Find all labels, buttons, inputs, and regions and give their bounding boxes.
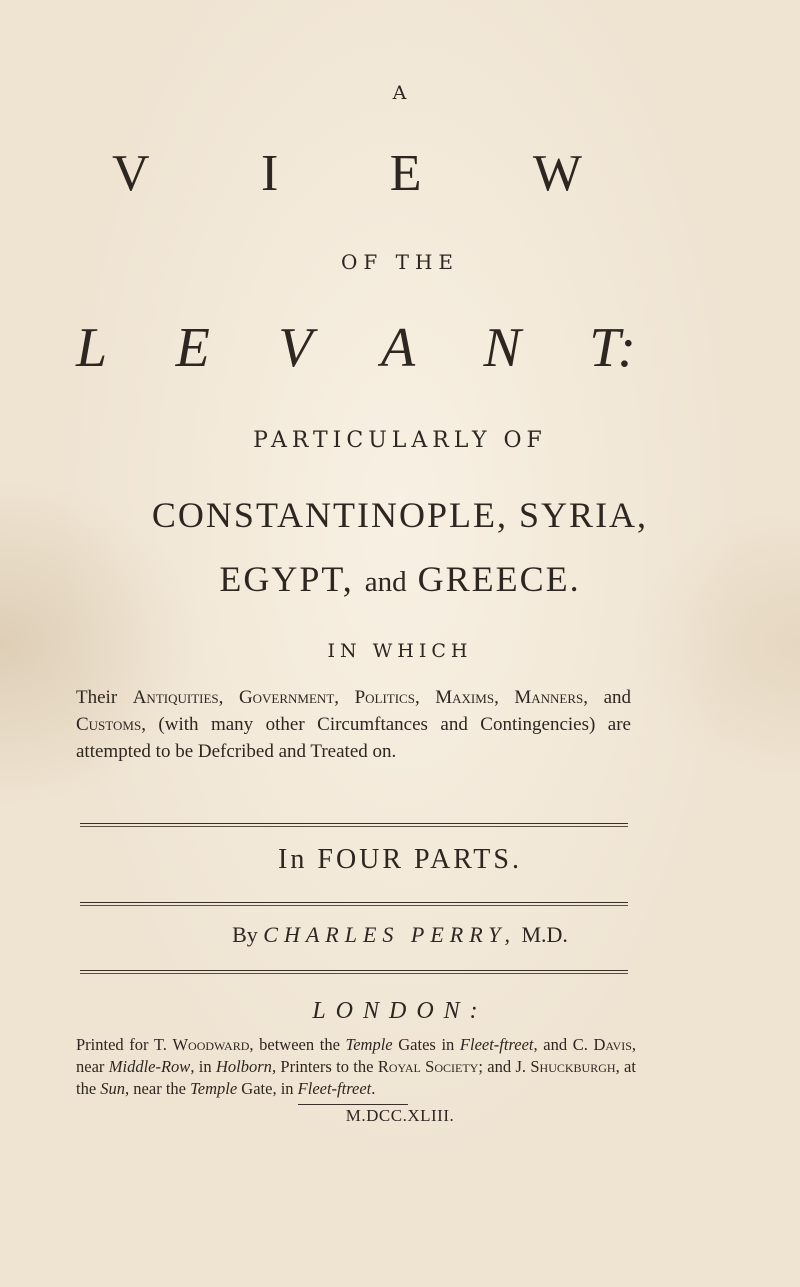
view-letter: V — [112, 145, 150, 202]
of-the: OF THE — [340, 250, 459, 274]
desc-text: , (with many other Circumftances and Contingencies) are attempted to be Defcribed and Treated on. — [76, 714, 631, 762]
view-letter: E — [389, 145, 422, 202]
desc-smallcaps: Antiquities — [132, 687, 219, 708]
imprint-text: ; and J. — [478, 1057, 531, 1076]
imprint-text: , near the — [125, 1079, 191, 1098]
imprint-paragraph — [76, 1034, 636, 1100]
imprint-text: , and C. — [533, 1035, 594, 1054]
desc-text: , — [218, 687, 239, 708]
desc-text: , — [334, 687, 355, 708]
places-line-1: CONSTANTINOPLE, SYRIA, — [151, 495, 649, 535]
levant-letter: A — [380, 317, 416, 379]
place-greece: GREECE. — [417, 559, 581, 599]
desc-smallcaps: Government — [238, 687, 335, 708]
levant-letter: E — [175, 317, 210, 379]
imprint-text: , in — [190, 1057, 217, 1076]
desc-text: , — [494, 687, 515, 708]
in-which: IN WHICH — [327, 640, 473, 662]
author-name: CHARLES PERRY, — [263, 922, 516, 947]
author-degree: M.D. — [521, 922, 568, 947]
desc-text: , — [414, 687, 436, 708]
particularly-of: PARTICULARLY OF — [253, 428, 547, 453]
imprint-italic: Fleet-ftreet — [459, 1035, 534, 1054]
imprint-place: LONDON: — [312, 998, 488, 1024]
publication-date: M.DCC.XLIII. — [345, 1106, 455, 1125]
imprint-smallcaps: Davis — [593, 1035, 632, 1054]
description-paragraph — [76, 684, 631, 765]
places-line-2 — [0, 558, 800, 600]
imprint-italic: Sun — [100, 1079, 126, 1098]
imprint-italic: Temple — [345, 1035, 393, 1054]
imprint-smallcaps: Woodward — [172, 1035, 250, 1054]
author-line — [0, 922, 800, 948]
title-levant — [76, 316, 636, 380]
desc-text: , and — [583, 687, 631, 708]
author-by: By — [232, 922, 258, 947]
desc-text: Their — [76, 687, 133, 708]
desc-smallcaps: Politics — [354, 687, 415, 708]
imprint-text: . — [371, 1079, 376, 1098]
imprint-text: Gate, in — [237, 1079, 298, 1098]
imprint-italic: Middle-Row — [108, 1057, 191, 1076]
levant-letter: N — [483, 317, 521, 379]
levant-letter: V — [278, 317, 313, 379]
imprint-smallcaps: Royal Society — [377, 1057, 479, 1076]
levant-letter: T: — [589, 317, 636, 379]
title-view — [112, 144, 582, 203]
double-rule — [80, 823, 628, 824]
imprint-text: , near — [76, 1035, 636, 1076]
date-rule — [298, 1104, 408, 1105]
four-parts: In FOUR PARTS. — [278, 844, 522, 875]
desc-smallcaps: Manners — [514, 687, 584, 708]
imprint-text: , between the — [249, 1035, 346, 1054]
imprint-smallcaps: Shuckburgh — [530, 1057, 616, 1076]
imprint-text: , Printers to the — [271, 1057, 378, 1076]
double-rule — [80, 902, 628, 903]
imprint-text: Gates in — [392, 1035, 460, 1054]
imprint-text: Printed for T. — [76, 1035, 173, 1054]
place-egypt: EGYPT, — [219, 559, 354, 599]
levant-letter: L — [76, 317, 108, 379]
imprint-italic: Fleet-ftreet — [297, 1079, 372, 1098]
view-letter: I — [260, 145, 279, 202]
imprint-text: , at the — [76, 1057, 636, 1098]
desc-smallcaps: Customs — [76, 714, 142, 735]
imprint-italic: Temple — [190, 1079, 238, 1098]
article-a: A — [392, 82, 408, 104]
view-letter: W — [532, 145, 582, 202]
conjunction-and: and — [364, 566, 407, 598]
double-rule — [80, 970, 628, 971]
imprint-italic: Holborn — [216, 1057, 272, 1076]
desc-smallcaps: Maxims — [435, 687, 495, 708]
